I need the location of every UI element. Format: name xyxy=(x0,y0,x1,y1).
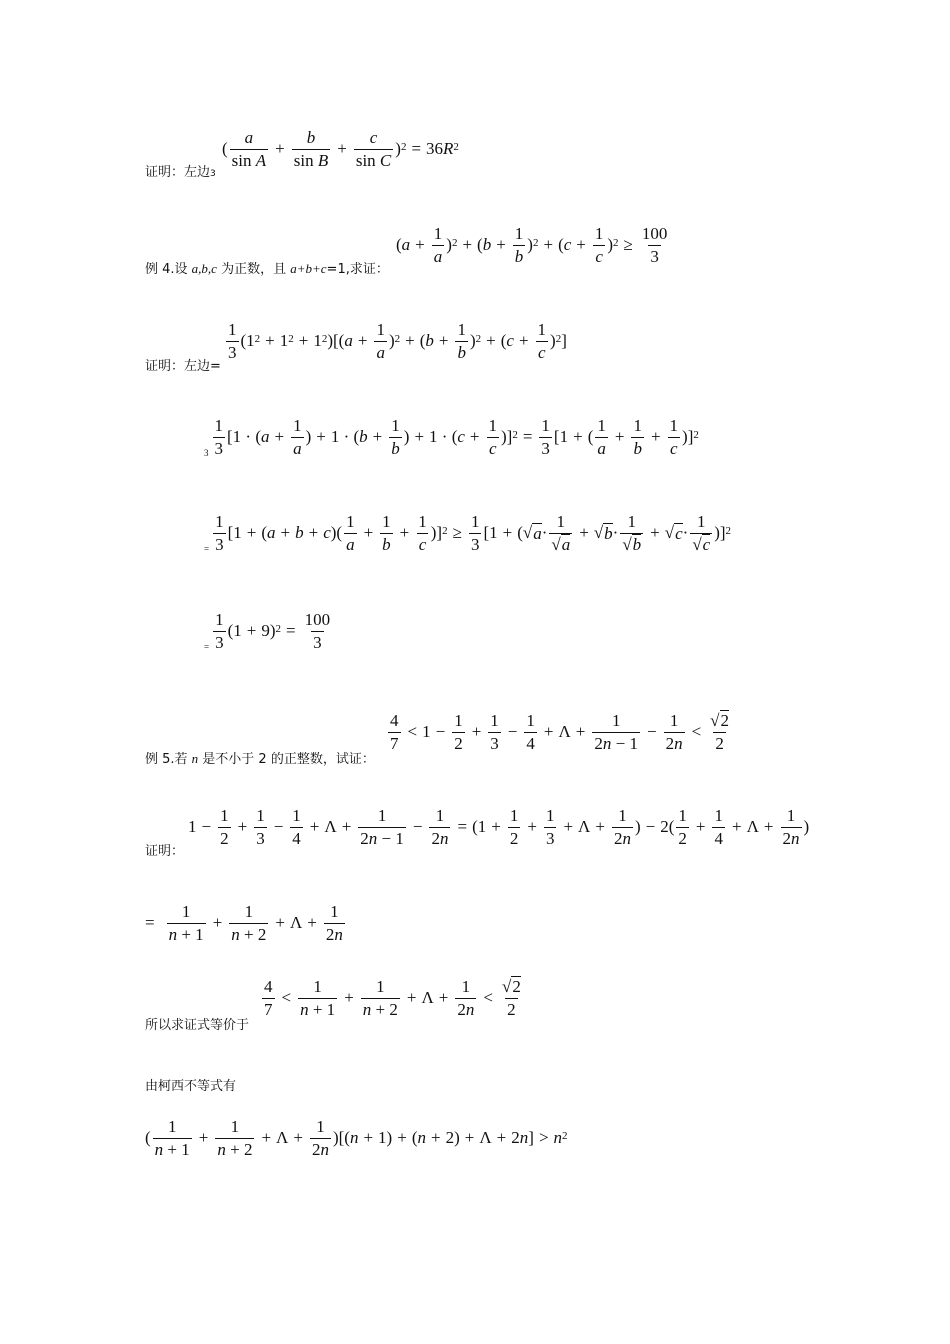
example-4-label: 例 4.设 a,b,c 为正数，且 a+b+c=1,求证： xyxy=(145,261,389,277)
equation-cauchy: ( $\frac{1}{n + 1}$ + $\frac{1}{n + 2}$ + Λ + $\frac{1}{2n}$ )[( n + 1) + ( n + 2) + Λ + 2 n ] > n $^2$ xyxy=(145,1117,568,1159)
equation-ex5: $\frac{4}{7}$ < 1 − $\frac{1}{2}$ + $\frac{1}{3}$ − $\frac{1}{4}$ + Λ + $\frac{1}{2n - 1}$ − $\frac{1}{2n}$ < $\frac{√2}{2}$ xyxy=(390,711,730,753)
equation-proof-4: = $\frac{1}{3}$ (1 + 9) $^2$ = $\frac{100}{3}$ xyxy=(204,610,331,653)
equation-proof-1: $\frac{1}{3}$ (1 $^2$ + 1 $^2$ + 1 $^2$ )[( a + $\frac{1}{a}$ ) $^2$ + ( b + $\frac{1}{b}$ ) $^2$ + ( c + $\frac{1}{c}$ ) $^2$ ] xyxy=(228,320,567,362)
proof-label-1: 证明：左边3 xyxy=(145,165,216,180)
example-5-label: 例 5.若 n 是不小于 2 的正整数，试证： xyxy=(145,751,375,767)
equation-1: ( $\frac{a}{\text{sin A}}$ + $\frac{b}{\text{sin B}}$ + $\frac{c}{\text{sin C}}$ ) $^2$ = 36 R $^2$ xyxy=(222,128,459,170)
proof-label-3: 证明： xyxy=(145,844,185,859)
cauchy-label: 由柯西不等式有 xyxy=(145,1079,237,1094)
equation-ex4: ( a + $\frac{1}{a}$ ) $^2$ + ( b + $\frac{1}{b}$ ) $^2$ + ( c + $\frac{1}{c}$ ) $^2$ ≥ $\frac{100}{3}$ xyxy=(396,224,668,266)
equation-equiv: $\frac{4}{7}$ < $\frac{1}{n + 1}$ + $\frac{1}{n + 2}$ + Λ + $\frac{1}{2n}$ < $\frac{√2}{2}$ xyxy=(264,977,521,1019)
equation-ex5-proof-2: = $\frac{1}{n + 1}$ + $\frac{1}{n + 2}$ + Λ + $\frac{1}{2n}$ xyxy=(145,902,343,944)
equation-ex5-proof-1: 1 − $\frac{1}{2}$ + $\frac{1}{3}$ − $\frac{1}{4}$ + Λ + $\frac{1}{2n - 1}$ − $\frac{1}{2n}$ = (1 + $\frac{1}{2}$ + $\frac{1}{3}$ + Λ + $\frac{1}{2n}$ ) − 2( $\frac{1}{2}$ + $\frac{1}{4}$ + Λ + $\frac{1}{2n}$ ) xyxy=(188,806,810,848)
equation-proof-2: 3 $\frac{1}{3}$ [1 · ( a + $\frac{1}{a}$ ) + 1 · ( b + $\frac{1}{b}$ ) + 1 · ( c + $\frac{1}{c}$ )] $^2$ = $\frac{1}{3}$ [1 + ( $\frac{1}{a}$ + $\frac{1}{b}$ + $\frac{1}{c}$ )] $^2$ xyxy=(204,416,699,459)
equiv-label: 所以求证式等价于 xyxy=(145,1018,250,1033)
equation-proof-3: = $\frac{1}{3}$ [1 + ( a + b + c )( $\frac{1}{a}$ + $\frac{1}{b}$ + $\frac{1}{c}$ )] $^2$ ≥ $\frac{1}{3}$ [1 + (√ a · $\frac{1}{√a}$ + √ b · $\frac{1}{√b}$ + √ c · $\frac{1}{√c}$ )] $^2$ xyxy=(204,512,732,555)
proof-label-2: 证明：左边= xyxy=(145,359,221,374)
